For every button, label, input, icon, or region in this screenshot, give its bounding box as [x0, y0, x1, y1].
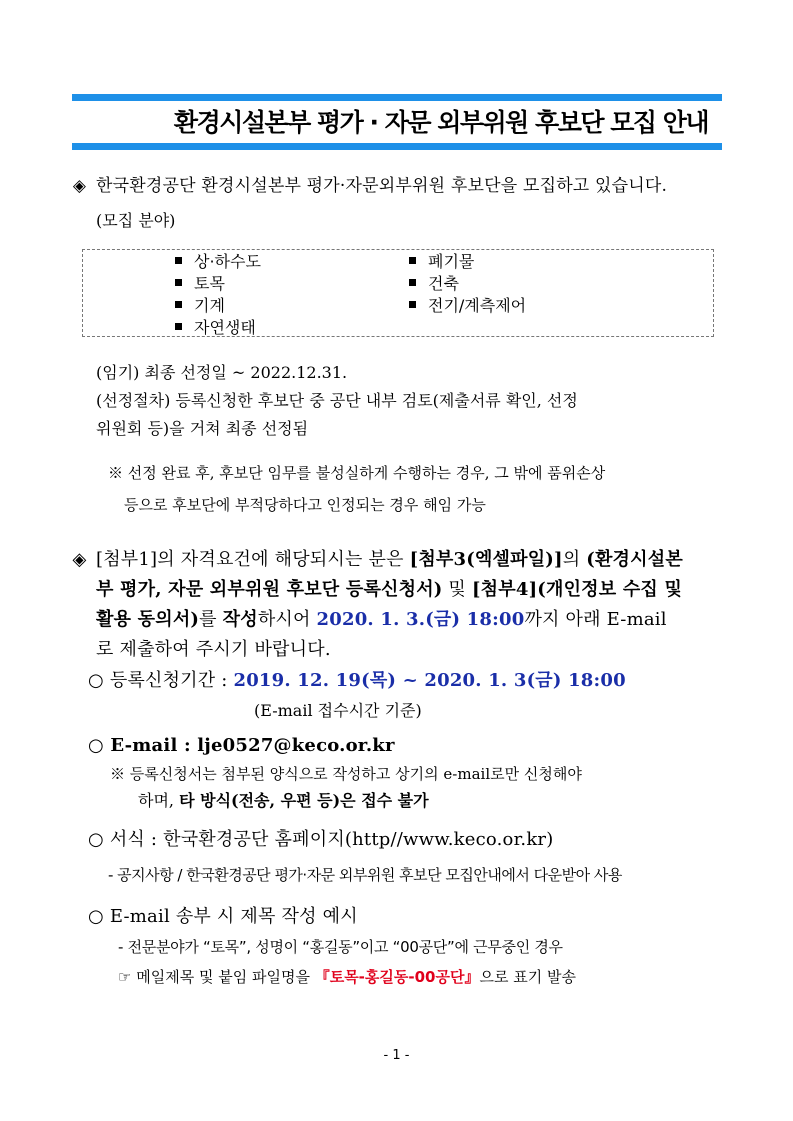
email-line: [88, 731, 395, 761]
diamond-bullet-icon: ◈: [72, 176, 87, 196]
email-note-2: 하며, 타 방식(전송, 우편 등)은 접수 불가: [138, 791, 429, 810]
square-bullet-icon: [175, 279, 182, 286]
title-bottom-bar: [72, 143, 722, 150]
subject-line: ○ E-mail 송부 시 제목 작성 예시: [88, 906, 358, 927]
circle-bullet-icon: ○: [88, 906, 104, 927]
registration-line: ○ 등록신청기간 : 2019. 12. 19(목) ~ 2020. 1. 3(금) 18:00: [88, 670, 626, 691]
procedure-line-2: 위원회 등)을 거쳐 최종 선정됨: [96, 419, 309, 438]
field-item: 전기/계측제어: [409, 295, 526, 317]
field-item: 자연생태: [175, 317, 256, 339]
term-line: (임기) 최종 선정일 ~ 2022.12.31.: [96, 363, 348, 382]
apply-line-4: 로 제출하여 주시기 바랍니다.: [96, 639, 331, 660]
registration-period: 2019. 12. 19(목) ~ 2020. 1. 3(금) 18:00: [233, 670, 626, 691]
registration-note: (E-mail 접수시간 기준): [254, 701, 422, 720]
square-bullet-icon: [175, 323, 182, 330]
square-bullet-icon: [175, 301, 182, 308]
field-item: 건축: [409, 273, 459, 295]
apply-line-3: 활용 동의서)를 작성하시어 2020. 1. 3.(금) 18:00까지 아래 E-mail: [96, 609, 667, 630]
notice-line-1: ※ 선정 완료 후, 후보단 임무를 불성실하게 수행하는 경우, 그 밖에 품위손상: [108, 464, 606, 482]
field-item: 상·하수도: [175, 251, 261, 273]
page-title: 환경시설본부 평가 · 자문 외부위원 후보단 모집 안내: [173, 108, 708, 137]
intro-text: 한국환경공단 환경시설본부 평가·자문외부위원 후보단을 모집하고 있습니다.: [96, 176, 668, 196]
page-number: - 1 -: [383, 1048, 410, 1063]
title-top-bar: [72, 94, 722, 101]
fields-label: (모집 분야): [96, 211, 176, 230]
deadline-text: 2020. 1. 3.(금) 18:00: [316, 609, 525, 630]
procedure-line-1: (선정절차) 등록신청한 후보단 중 공단 내부 검토(제출서류 확인, 선정: [96, 391, 578, 410]
email-note-1: ※ 등록신청서는 첨부된 양식으로 작성하고 상기의 e-mail로만 신청해야: [110, 765, 582, 783]
diamond-bullet-icon: ◈: [72, 549, 87, 570]
subject-result: ☞ 메일제목 및 붙임 파일명을 『토목-홍길동-00공단』으로 표기 발송: [118, 968, 576, 986]
subject-format: 『토목-홍길동-00공단』: [314, 968, 480, 986]
form-detail: - 공지사항 / 한국환경공단 평가·자문 외부위원 후보단 모집안내에서 다운받아 사용: [108, 866, 622, 884]
apply-line-2: 부 평가, 자문 외부위원 후보단 등록신청서) 및 [첨부4](개인정보 수집 및: [96, 579, 683, 600]
square-bullet-icon: [409, 257, 416, 264]
intro-line: [72, 171, 667, 201]
square-bullet-icon: [409, 279, 416, 286]
notice-line-2: 등으로 후보단에 부적당하다고 인정되는 경우 해임 가능: [124, 496, 486, 514]
circle-bullet-icon: ○: [88, 670, 104, 691]
apply-line-1: ◈ [첨부1]의 자격요건에 해당되시는 분은 [첨부3(엑셀파일)]의 (환경시설본: [72, 545, 683, 575]
circle-bullet-icon: ○: [88, 735, 104, 756]
square-bullet-icon: [175, 257, 182, 264]
form-line: ○ 서식 : 한국환경공단 홈페이지(http//www.keco.or.kr): [88, 829, 554, 850]
circle-bullet-icon: ○: [88, 829, 104, 850]
square-bullet-icon: [409, 301, 416, 308]
pointing-hand-icon: ☞: [118, 968, 132, 986]
field-item: 폐기물: [409, 251, 474, 273]
subject-example: - 전문분야가 “토목”, 성명이 “홍길동”이고 “00공단”에 근무중인 경우: [118, 938, 563, 956]
field-item: 기계: [175, 295, 225, 317]
field-item: 토목: [175, 273, 225, 295]
email-address[interactable]: E-mail : lje0527@keco.or.kr: [110, 735, 395, 756]
